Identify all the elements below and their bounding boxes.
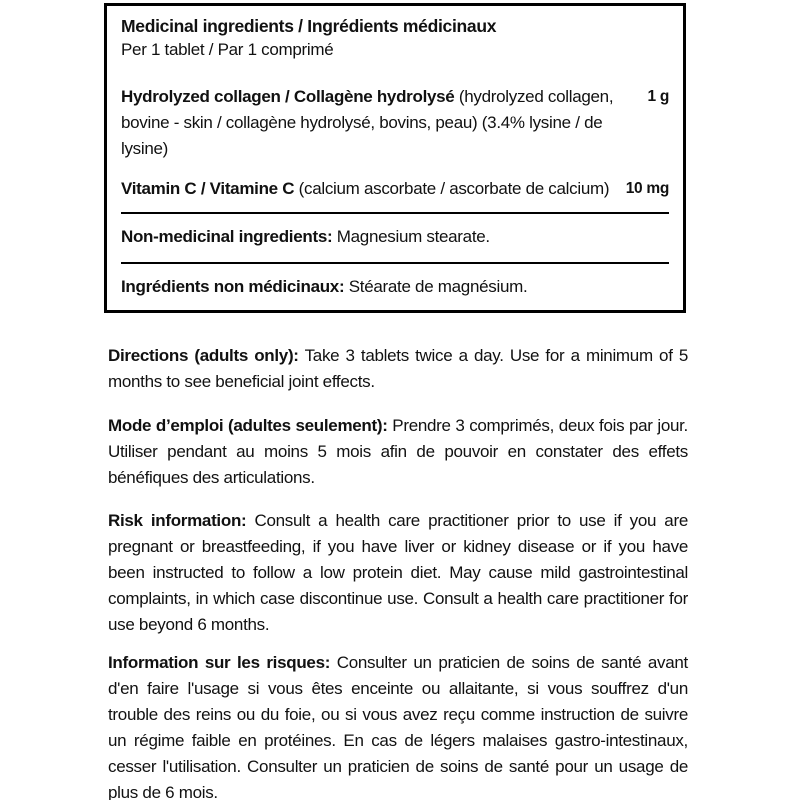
ingredient-name-collagen: [121, 84, 648, 162]
risk-information-paragraph: [108, 508, 688, 638]
non-medicinal-fr-text: Stéarate de magnésium.: [348, 277, 528, 296]
mode-demploi-text: Prendre 3 comprimés, deux fois par jour. Utiliser pendant au moins 5 mois afin de pouvoir en constater des effets bénéfiques des articulations.: [108, 416, 688, 487]
ingredient-name-vitamin-c: [121, 176, 626, 202]
non-medicinal-fr: [121, 275, 669, 299]
ingredient-name-bold: Hydrolyzed collagen / Collagène hydrolysé: [121, 87, 455, 106]
ingredient-row-collagen: [121, 84, 669, 162]
non-medicinal-fr-label: Ingrédients non médicinaux:: [121, 277, 345, 296]
ingredient-row-vitamin-c: [121, 176, 669, 202]
information-risques-text: Consulter un praticien de soins de santé avant d'en faire l'usage si vous êtes enceinte ou allaitante, si vous souffrez d'un trouble des reins ou du foie, ou si vous avez reçu comme instruction de suivre un régime faible en protéines. En cas de légers malaises gastro-intestinaux, cesser l'utilisation. Consulter un praticien de soins de santé pour un usage de plus de 6 mois.: [108, 653, 688, 800]
non-medicinal-en-text: Magnesium stearate.: [336, 227, 490, 246]
non-medicinal-en-label: Non-medicinal ingredients:: [121, 227, 333, 246]
ingredient-name-detail: (calcium ascorbate / ascorbate de calcium): [298, 179, 610, 198]
risk-information-label: Risk information:: [108, 511, 247, 530]
ingredient-name-detail: (hydrolyzed collagen, bovine - skin / collagène hydrolysé, bovins, peau) (3.4% lysine / de lysine): [121, 87, 614, 158]
divider-line: [121, 262, 669, 264]
medicinal-ingredients-panel: [104, 3, 686, 313]
directions-text: Take 3 tablets twice a day. Use for a minimum of 5 months to see beneficial joint effects.: [108, 346, 688, 391]
serving-size: Per 1 tablet / Par 1 comprimé: [121, 40, 334, 59]
panel-title: Medicinal ingredients / Ingrédients médicinaux: [121, 16, 497, 36]
ingredient-amount-vitamin-c: 10 mg: [625, 180, 669, 197]
divider-line: [121, 212, 669, 214]
ingredient-name-bold: Vitamin C / Vitamine C: [121, 179, 295, 198]
mode-demploi-paragraph: [108, 413, 688, 491]
directions-label: Directions (adults only):: [108, 346, 299, 365]
ingredient-amount-collagen: 1 g: [647, 88, 669, 105]
directions-paragraph: [108, 343, 688, 395]
information-risques-paragraph: [108, 650, 688, 800]
risk-information-text: Consult a health care practitioner prior to use if you are pregnant or breastfeeding, if you have liver or kidney disease or if you have been instructed to follow a low protein diet. May cause mild gastrointestinal complaints, in which case discontinue use. Consult a health care practitioner for use beyond 6 months.: [108, 511, 688, 634]
information-risques-label: Information sur les risques:: [108, 653, 331, 672]
mode-demploi-label: Mode d’emploi (adultes seulement):: [108, 416, 388, 435]
non-medicinal-en: [121, 225, 669, 249]
